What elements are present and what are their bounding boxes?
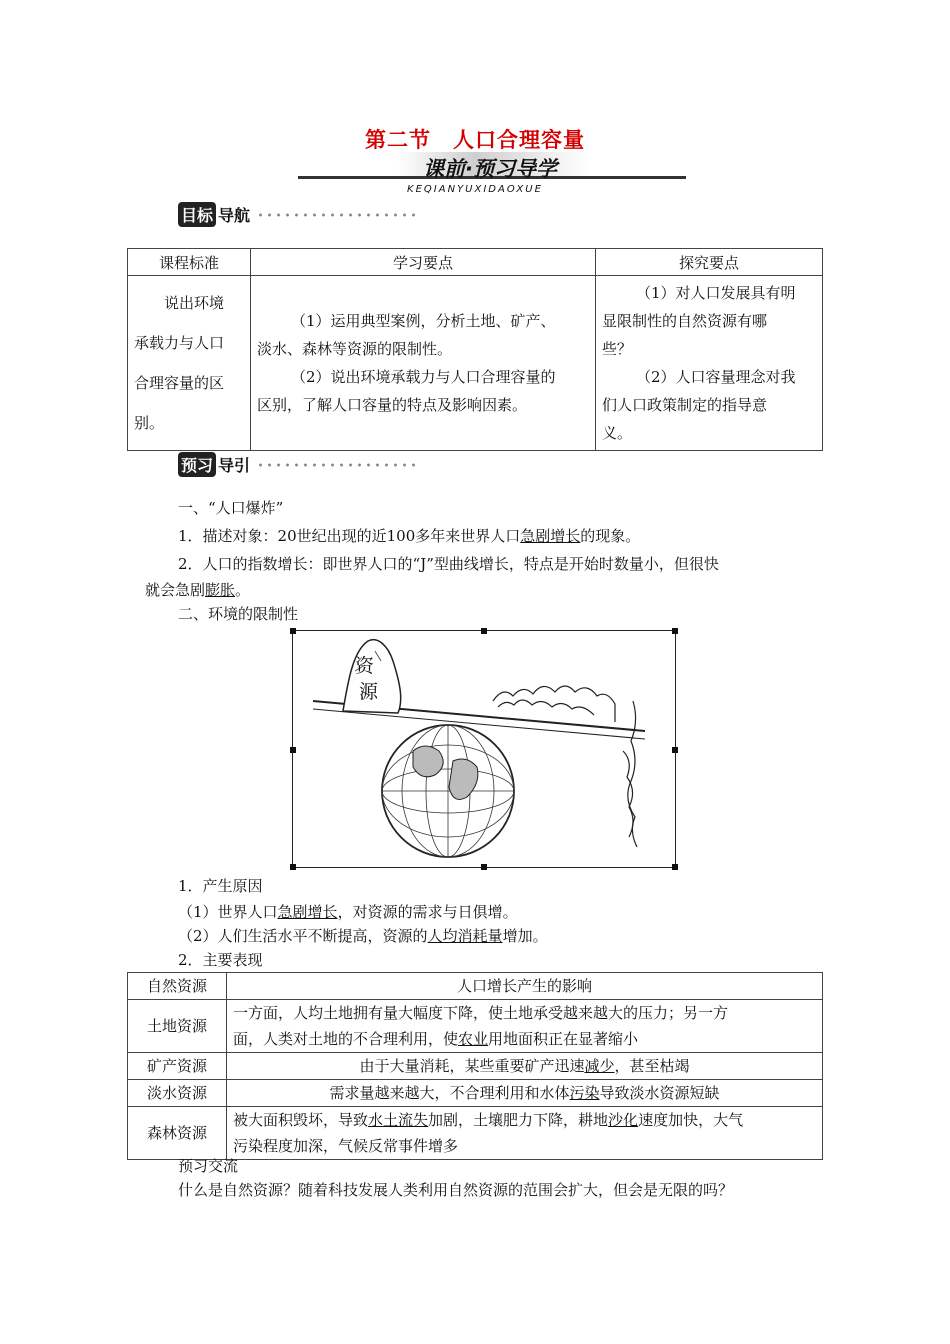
paragraph-1: 1．描述对象：20世纪出现的近100多年来世界人口急剧增长的现象。 [178, 527, 641, 545]
row-water-impact: 需求量越来越大，不合理利用和水体污染导致淡水资源短缺 [227, 1080, 823, 1107]
resource-seesaw-figure [292, 630, 676, 868]
goals-table [127, 248, 823, 451]
banner-pinyin: KEQIANYUXIDAOXUE [407, 184, 543, 195]
cell-explore: （1）对人口发展具有明 显限制性的自然资源有哪 些？ （2）人口容量理念对我 们人口政策制定的指导意 义。 [596, 276, 823, 451]
goal-section-heading [178, 202, 416, 226]
cause-2: （2）人们生活水平不断提高，资源的人均消耗量增加。 [178, 927, 548, 945]
header-impact: 人口增长产生的影响 [227, 973, 823, 1000]
row-water-name: 淡水资源 [128, 1080, 227, 1107]
paragraph-2-cont: 就会急剧膨胀。 [145, 581, 251, 599]
heading-population-explosion: 一、“人口爆炸” [178, 499, 284, 517]
figure-label: 资 源 [355, 655, 379, 703]
heading-environment-limits: 二、环境的限制性 [178, 605, 299, 623]
preview-section-heading [178, 452, 416, 476]
page-title: 第二节 人口合理容量 [365, 127, 585, 152]
cell-study: （1）运用典型案例，分析土地、矿产、 淡水、森林等资源的限制性。 （2）说出环境承载力与人口合理容量的 区别，了解人口容量的特点及影响因素。 [251, 276, 596, 451]
row-land-impact: 一方面，人均土地拥有量大幅度下降，使土地承受越来越大的压力；另一方 面，人类对土地的不合理利用，使农业用地面积正在显著缩小 [227, 1000, 823, 1053]
header-standard: 课程标准 [128, 249, 251, 276]
header-resource: 自然资源 [128, 973, 227, 1000]
header-study: 学习要点 [251, 249, 596, 276]
impact-table [127, 972, 823, 1160]
section-banner [298, 152, 686, 182]
header-explore: 探究要点 [596, 249, 823, 276]
paragraph-2: 2．人口的指数增长：即世界人口的“J”型曲线增长，特点是开始时数量小，但很快 [178, 555, 719, 573]
dotted-divider [256, 462, 416, 468]
goal-badge: 目标 [178, 202, 216, 227]
row-mineral-impact: 由于大量消耗，某些重要矿产迅速减少，甚至枯竭 [227, 1053, 823, 1080]
row-forest-impact: 被大面积毁坏，导致水土流失加剧，土壤肥力下降，耕地沙化速度加快，大气 污染程度加深，气候反常事件增多 [227, 1107, 823, 1160]
row-mineral-name: 矿产资源 [128, 1053, 227, 1080]
cause-1: （1）世界人口急剧增长，对资源的需求与日俱增。 [178, 903, 518, 921]
seesaw-illustration [293, 631, 675, 867]
causes-heading: 1．产生原因 [178, 877, 263, 895]
exchange-question: 什么是自然资源？随着科技发展人类利用自然资源的范围会扩大，但会是无限的吗？ [178, 1181, 734, 1199]
exchange-title: 预习交流 [178, 1157, 239, 1175]
row-land-name: 土地资源 [128, 1000, 227, 1053]
cell-standard: 说出环境 承载力与人口 合理容量的区 别。 [128, 276, 251, 451]
dotted-divider [256, 212, 416, 218]
row-forest-name: 森林资源 [128, 1107, 227, 1160]
manifestations-heading: 2．主要表现 [178, 951, 263, 969]
banner-text: 课前·预习导学 [423, 157, 557, 181]
preview-badge: 预习 [178, 452, 216, 477]
goal-heading-text: 导航 [218, 206, 251, 225]
preview-heading-text: 导引 [218, 456, 251, 475]
